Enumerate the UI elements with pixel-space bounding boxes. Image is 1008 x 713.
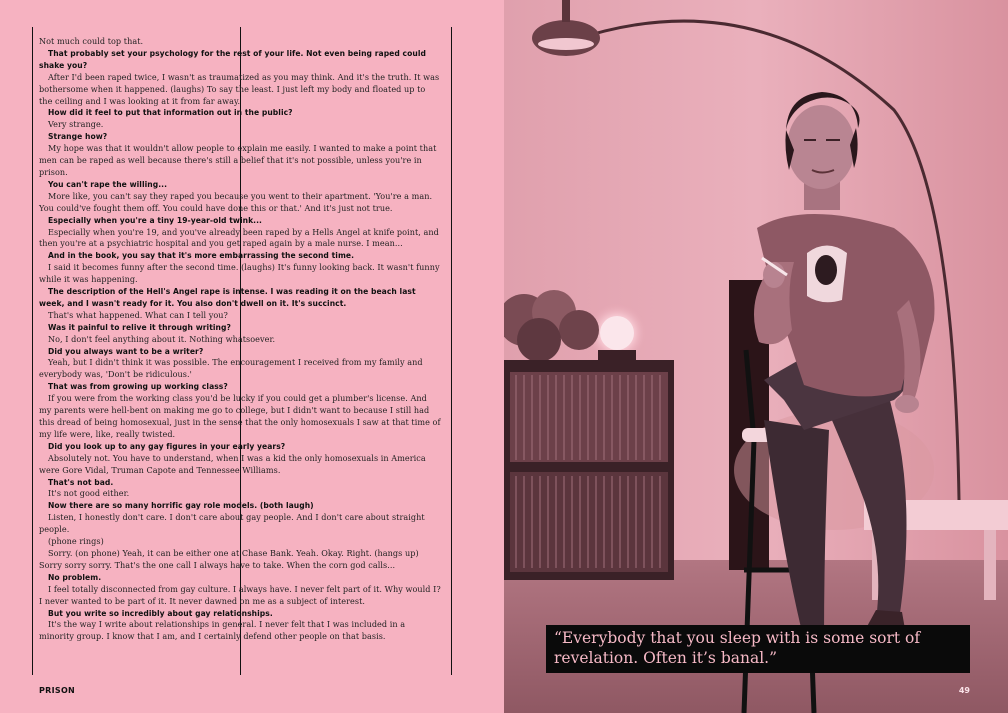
interview-question: The description of the Hell's Angel rape is intense. I was reading it on the beach last week, and I wasn't ready for it. You also don't dwell on it. It's succinct.: [39, 287, 416, 308]
interview-answer: That's what happened. What can I tell you?: [48, 309, 228, 320]
interview-question: That's not bad.: [48, 477, 114, 487]
interview-body: [39, 36, 441, 643]
interview-answer: Very strange.: [48, 119, 104, 130]
interview-question: That probably set your psychology for the rest of your life. Not even being raped could shake you?: [39, 48, 426, 70]
interview-question: And in the book, you say that it's more embarrassing the second time.: [48, 251, 355, 261]
interview-answer: If you were from the working class you'd be lucky if you could get a plumber's license. And my parents were hell-bent on making me go to college, but I didn't want to because I still had this dread of being homosexual, just in the sense that the only homosexuals I saw at that time of my life were, like, really twisted.: [39, 393, 441, 439]
interview-answer: It's not good either.: [48, 488, 130, 499]
interview-answer: Listen, I honestly don't care. I don't care about gay people. And I don't care about straight people.: [39, 512, 425, 535]
interview-answer: Sorry. (on phone) Yeah, it can be either one at Chase Bank. Yeah. Okay. Right. (hangs up) Sorry sorry sorry. That's the one call I always have to take. When the corn god calls...: [39, 547, 419, 570]
lamp-base: [598, 350, 636, 360]
interview-answer: It's the way I write about relationships in general. I never felt that I was included in a minority group. I know that I am, and I certainly defend other people on that basis.: [39, 619, 406, 642]
pull-quote: “Everybody that you sleep with is some sort of revelation. Often it’s banal.”: [546, 625, 970, 673]
interview-question: Strange how?: [48, 132, 108, 142]
portrait-photo: [504, 0, 1008, 713]
interview-answer: My hope was that it wouldn't allow people to explain me easily. I wanted to make a point that men can be raped as well because there's still a belief that it's not possible, unless you're in prison.: [39, 143, 437, 177]
interview-answer: More like, you can't say they raped you because you went to their apartment. 'You're a man. You could've fought them off. You could have done this or that.' And it's just not true.: [39, 190, 433, 213]
interview-question: No problem.: [48, 572, 102, 582]
interview-answer: After I'd been raped twice, I wasn't as traumatized as you may think. And it's the truth. It was bothersome when it happened. (laughs) To say the least. I just left my body and floated up to the ceiling and I was looking at it from far away.: [39, 71, 440, 106]
interview-answer: I feel totally disconnected from gay culture. I always have. I never felt part of it. Why would I? I never wanted to be part of it. It never dawned on me as a subject of interest.: [39, 583, 441, 606]
globe-lamp: [600, 316, 634, 350]
interview-question: Especially when you're a tiny 19-year-old twink...: [48, 215, 262, 225]
record-shelf: [504, 360, 674, 580]
interview-answer: Not much could top that.: [39, 36, 144, 46]
interview-question: Did you always want to be a writer?: [48, 346, 204, 356]
interview-answer: Yeah, but I didn't think it was possible. The encouragement I received from my family and everybody was, 'Don't be ridiculous.': [39, 357, 423, 380]
interview-answer: Especially when you're 19, and you've already been raped by a Hells Angel at knife point, and then you're at a psychiatric hospital and you get raped again by a male nurse. I mean...: [39, 226, 439, 249]
interview-question: Now there are so many horrific gay role models. (both laugh): [48, 501, 314, 511]
interview-question: How did it feel to put that information out in the public?: [48, 108, 293, 118]
section-label: PRISON: [39, 686, 76, 695]
interview-answer: No, I don't feel anything about it. Nothing whatsoever.: [48, 333, 276, 344]
interview-question: You can't rape the willing...: [48, 179, 168, 189]
interview-question: Was it painful to relive it through writing?: [48, 322, 231, 332]
interview-answer: Absolutely not. You have to understand, when I was a kid the only homosexuals in America were Gore Vidal, Truman Capote and Tennessee Williams.: [39, 452, 426, 475]
interview-question: Did you look up to any gay figures in your early years?: [48, 441, 286, 451]
page-number: 49: [958, 686, 970, 695]
interview-question: That was from growing up working class?: [48, 382, 228, 392]
photo-page: [504, 0, 1008, 713]
margin-rule-right: [451, 27, 452, 675]
interview-answer: (phone rings): [48, 536, 104, 547]
interview-answer: I said it becomes funny after the second time. (laughs) It's funny looking back. It wasn't funny while it was happening.: [39, 262, 440, 285]
margin-rule-left: [32, 27, 33, 675]
interview-question: But you write so incredibly about gay relationships.: [48, 608, 273, 618]
